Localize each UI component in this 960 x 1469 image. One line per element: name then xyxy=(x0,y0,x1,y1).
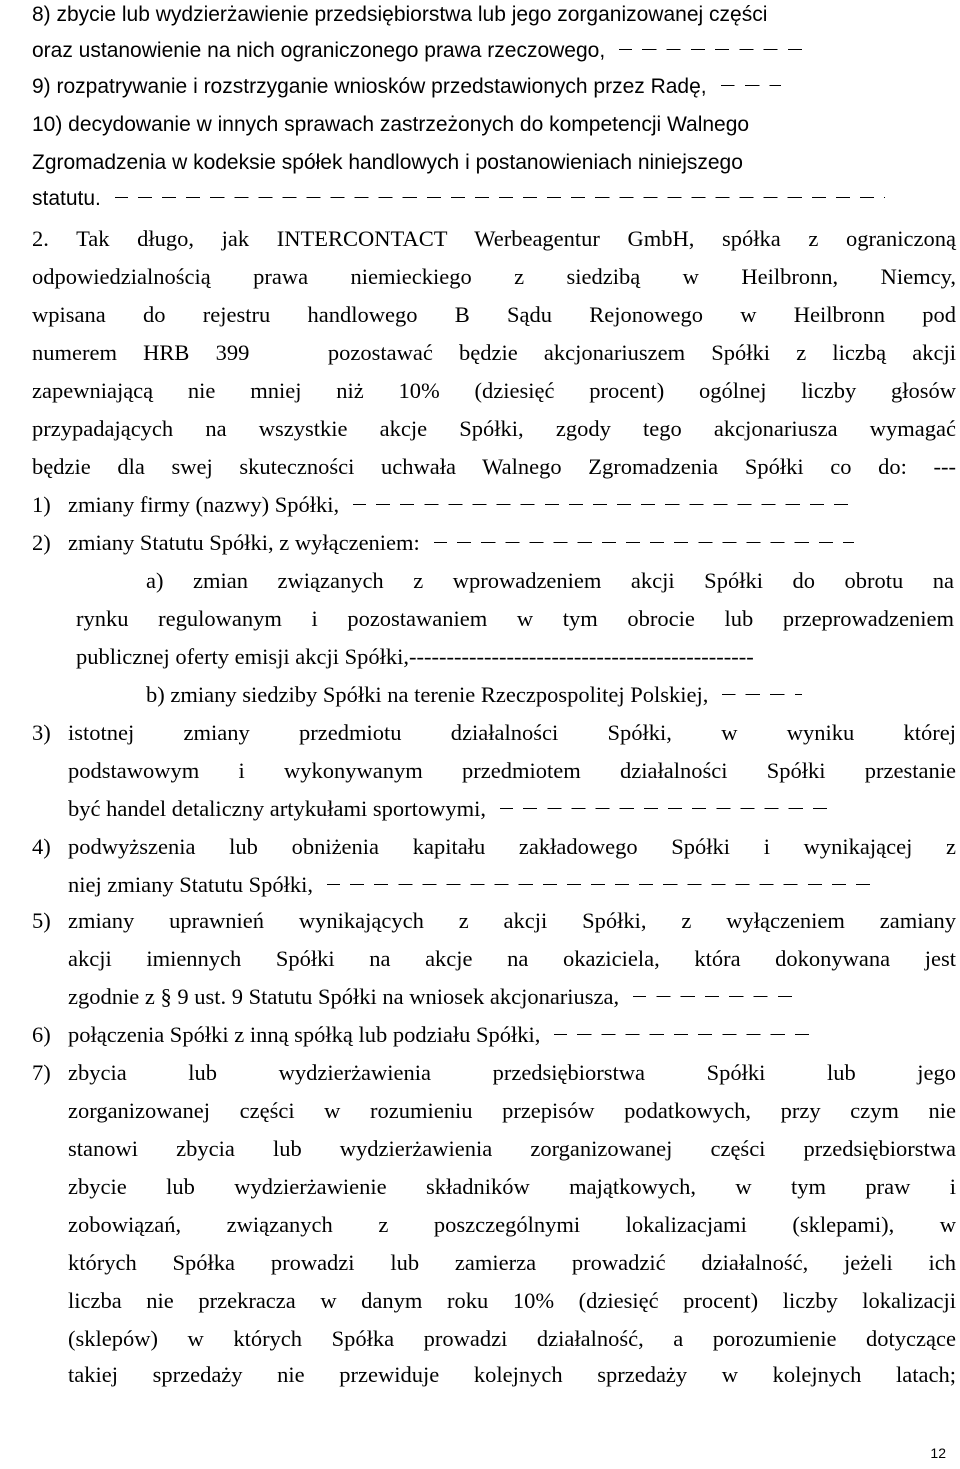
line-text: a) zmian związanych z wprowadzeniem akcji Spółki do obrotu na xyxy=(146,568,954,593)
line-text: zobowiązań, związanych z poszczególnymi lokalizacjami (sklepami), w xyxy=(68,1212,956,1237)
line-text: liczba nie przekracza w danym roku 10% (dziesięć procent) liczby lokalizacji xyxy=(68,1288,956,1313)
text-line xyxy=(68,1134,956,1164)
dash-filler xyxy=(619,49,809,50)
text-line xyxy=(76,604,954,634)
line-text: istotnej zmiany przedmiotu działalności Spółki, w wyniku której xyxy=(68,720,956,745)
line-text: 9) rozpatrywanie i rozstrzyganie wniosków przedstawionych przez Radę, xyxy=(32,75,707,98)
text-line xyxy=(68,982,956,1012)
line-text: niej zmiany Statutu Spółki, xyxy=(68,872,313,897)
line-text: zmiany uprawnień wynikających z akcji Spółki, z wyłączeniem zamiany xyxy=(68,908,956,933)
line-text: (sklepów) w których Spółka prowadzi działalność, a porozumienie dotyczące xyxy=(68,1326,956,1351)
dash-filler xyxy=(434,542,854,543)
text-line xyxy=(76,642,954,672)
dash-filler xyxy=(353,504,853,505)
line-text: rynku regulowanym i pozostawaniem w tym obrocie lub przeprowadzeniem xyxy=(76,606,954,631)
text-line xyxy=(68,1210,956,1240)
text-line xyxy=(32,72,956,102)
text-line xyxy=(68,906,956,936)
text-line xyxy=(68,1286,956,1316)
text-line xyxy=(146,566,954,596)
text-line xyxy=(68,794,956,824)
list-number: 4) xyxy=(32,834,51,859)
line-text: stanowi zbycia lub wydzierżawienia zorganizowanej części przedsiębiorstwa xyxy=(68,1136,956,1161)
text-line xyxy=(32,36,956,66)
line-text: zmiany Statutu Spółki, z wyłączeniem: xyxy=(68,530,420,555)
text-line xyxy=(32,414,956,444)
text-line xyxy=(68,490,956,520)
line-text: b) zmiany siedziby Spółki na terenie Rzeczpospolitej Polskiej, xyxy=(146,682,709,707)
line-text: 2. Tak długo, jak INTERCONTACT Werbeagentur GmbH, spółka z ograniczoną xyxy=(32,226,956,251)
dash-filler xyxy=(721,85,781,86)
text-line xyxy=(68,528,956,558)
dash-filler xyxy=(327,884,875,885)
text-line xyxy=(68,756,956,786)
text-line xyxy=(32,148,956,178)
text-line xyxy=(32,376,956,406)
line-text: zapewniającą nie mniej niż 10% (dziesięć procent) ogólnej liczby głosów xyxy=(32,378,956,403)
text-line xyxy=(68,718,956,748)
text-line xyxy=(32,110,956,140)
line-text: 10) decydowanie w innych sprawach zastrzeżonych do kompetencji Walnego xyxy=(32,113,750,136)
text-line xyxy=(68,1172,956,1202)
dash-filler xyxy=(554,1034,814,1035)
line-text: zgodnie z § 9 ust. 9 Statutu Spółki na wniosek akcjonariusza, xyxy=(68,984,620,1009)
text-line xyxy=(32,0,956,30)
line-text: których Spółka prowadzi lub zamierza prowadzić działalność, jeżeli ich xyxy=(68,1250,956,1275)
list-number: 5) xyxy=(32,908,51,933)
text-line xyxy=(32,262,956,292)
text-line xyxy=(32,184,956,214)
dash-filler xyxy=(115,197,885,198)
line-text: połączenia Spółki z inną spółką lub podziału Spółki, xyxy=(68,1022,541,1047)
line-text: statutu. xyxy=(32,187,101,210)
line-text: przypadających na wszystkie akcje Spółki, zgody tego akcjonariusza wymagać xyxy=(32,416,956,441)
line-text: odpowiedzialnością prawa niemieckiego z siedzibą w Heilbronn, Niemcy, xyxy=(32,264,956,289)
text-line xyxy=(68,1248,956,1278)
list-number: 6) xyxy=(32,1022,51,1047)
line-text: być handel detaliczny artykułami sportowymi, xyxy=(68,796,487,821)
text-line xyxy=(68,1324,956,1354)
text-line xyxy=(32,338,956,368)
text-line xyxy=(32,224,956,254)
text-line xyxy=(32,300,956,330)
text-line xyxy=(68,1096,956,1126)
line-text: podwyższenia lub obniżenia kapitału zakładowego Spółki i wynikającej z xyxy=(68,834,956,859)
dash-filler xyxy=(633,996,793,997)
page-number: 12 xyxy=(930,1445,946,1461)
text-line xyxy=(146,680,954,710)
list-number: 3) xyxy=(32,720,51,745)
dash-filler xyxy=(722,694,802,695)
text-line xyxy=(68,1058,956,1088)
line-text: zorganizowanej części w rozumieniu przepisów podatkowych, przy czym nie xyxy=(68,1098,956,1123)
text-line xyxy=(68,832,956,862)
list-number: 1) xyxy=(32,492,51,517)
line-text: takiej sprzedaży nie przewiduje kolejnych sprzedaży w kolejnych latach; xyxy=(68,1362,956,1387)
line-text: numerem HRB 399 pozostawać będzie akcjonariuszem Spółki z liczbą akcji xyxy=(32,340,956,365)
line-text: zbycia lub wydzierżawienia przedsiębiorstwa Spółki lub jego xyxy=(68,1060,956,1085)
text-line xyxy=(68,870,956,900)
dash-filler xyxy=(500,808,830,809)
line-text: zbycie lub wydzierżawienie składników majątkowych, w tym praw i xyxy=(68,1174,956,1199)
text-line xyxy=(68,1020,956,1050)
line-text: oraz ustanowienie na nich ograniczonego prawa rzeczowego, xyxy=(32,39,606,62)
line-text: podstawowym i wykonywanym przedmiotem działalności Spółki przestanie xyxy=(68,758,956,783)
line-text: akcji imiennych Spółki na akcje na okaziciela, która dokonywana jest xyxy=(68,946,956,971)
text-line xyxy=(68,944,956,974)
line-text: publicznej oferty emisji akcji Spółki,---------------------------------------------- xyxy=(76,644,754,669)
list-number: 7) xyxy=(32,1060,51,1085)
text-line xyxy=(68,1360,956,1390)
text-line xyxy=(32,452,956,482)
list-number: 2) xyxy=(32,530,51,555)
line-text: będzie dla swej skuteczności uchwała Walnego Zgromadzenia Spółki co do: --- xyxy=(32,454,956,479)
line-text: Zgromadzenia w kodeksie spółek handlowych i postanowieniach niniejszego xyxy=(32,151,743,174)
line-text: zmiany firmy (nazwy) Spółki, xyxy=(68,492,340,517)
line-text: wpisana do rejestru handlowego B Sądu Rejonowego w Heilbronn pod xyxy=(32,302,956,327)
line-text: 8) zbycie lub wydzierżawienie przedsiębiorstwa lub jego zorganizowanej części xyxy=(32,3,768,26)
